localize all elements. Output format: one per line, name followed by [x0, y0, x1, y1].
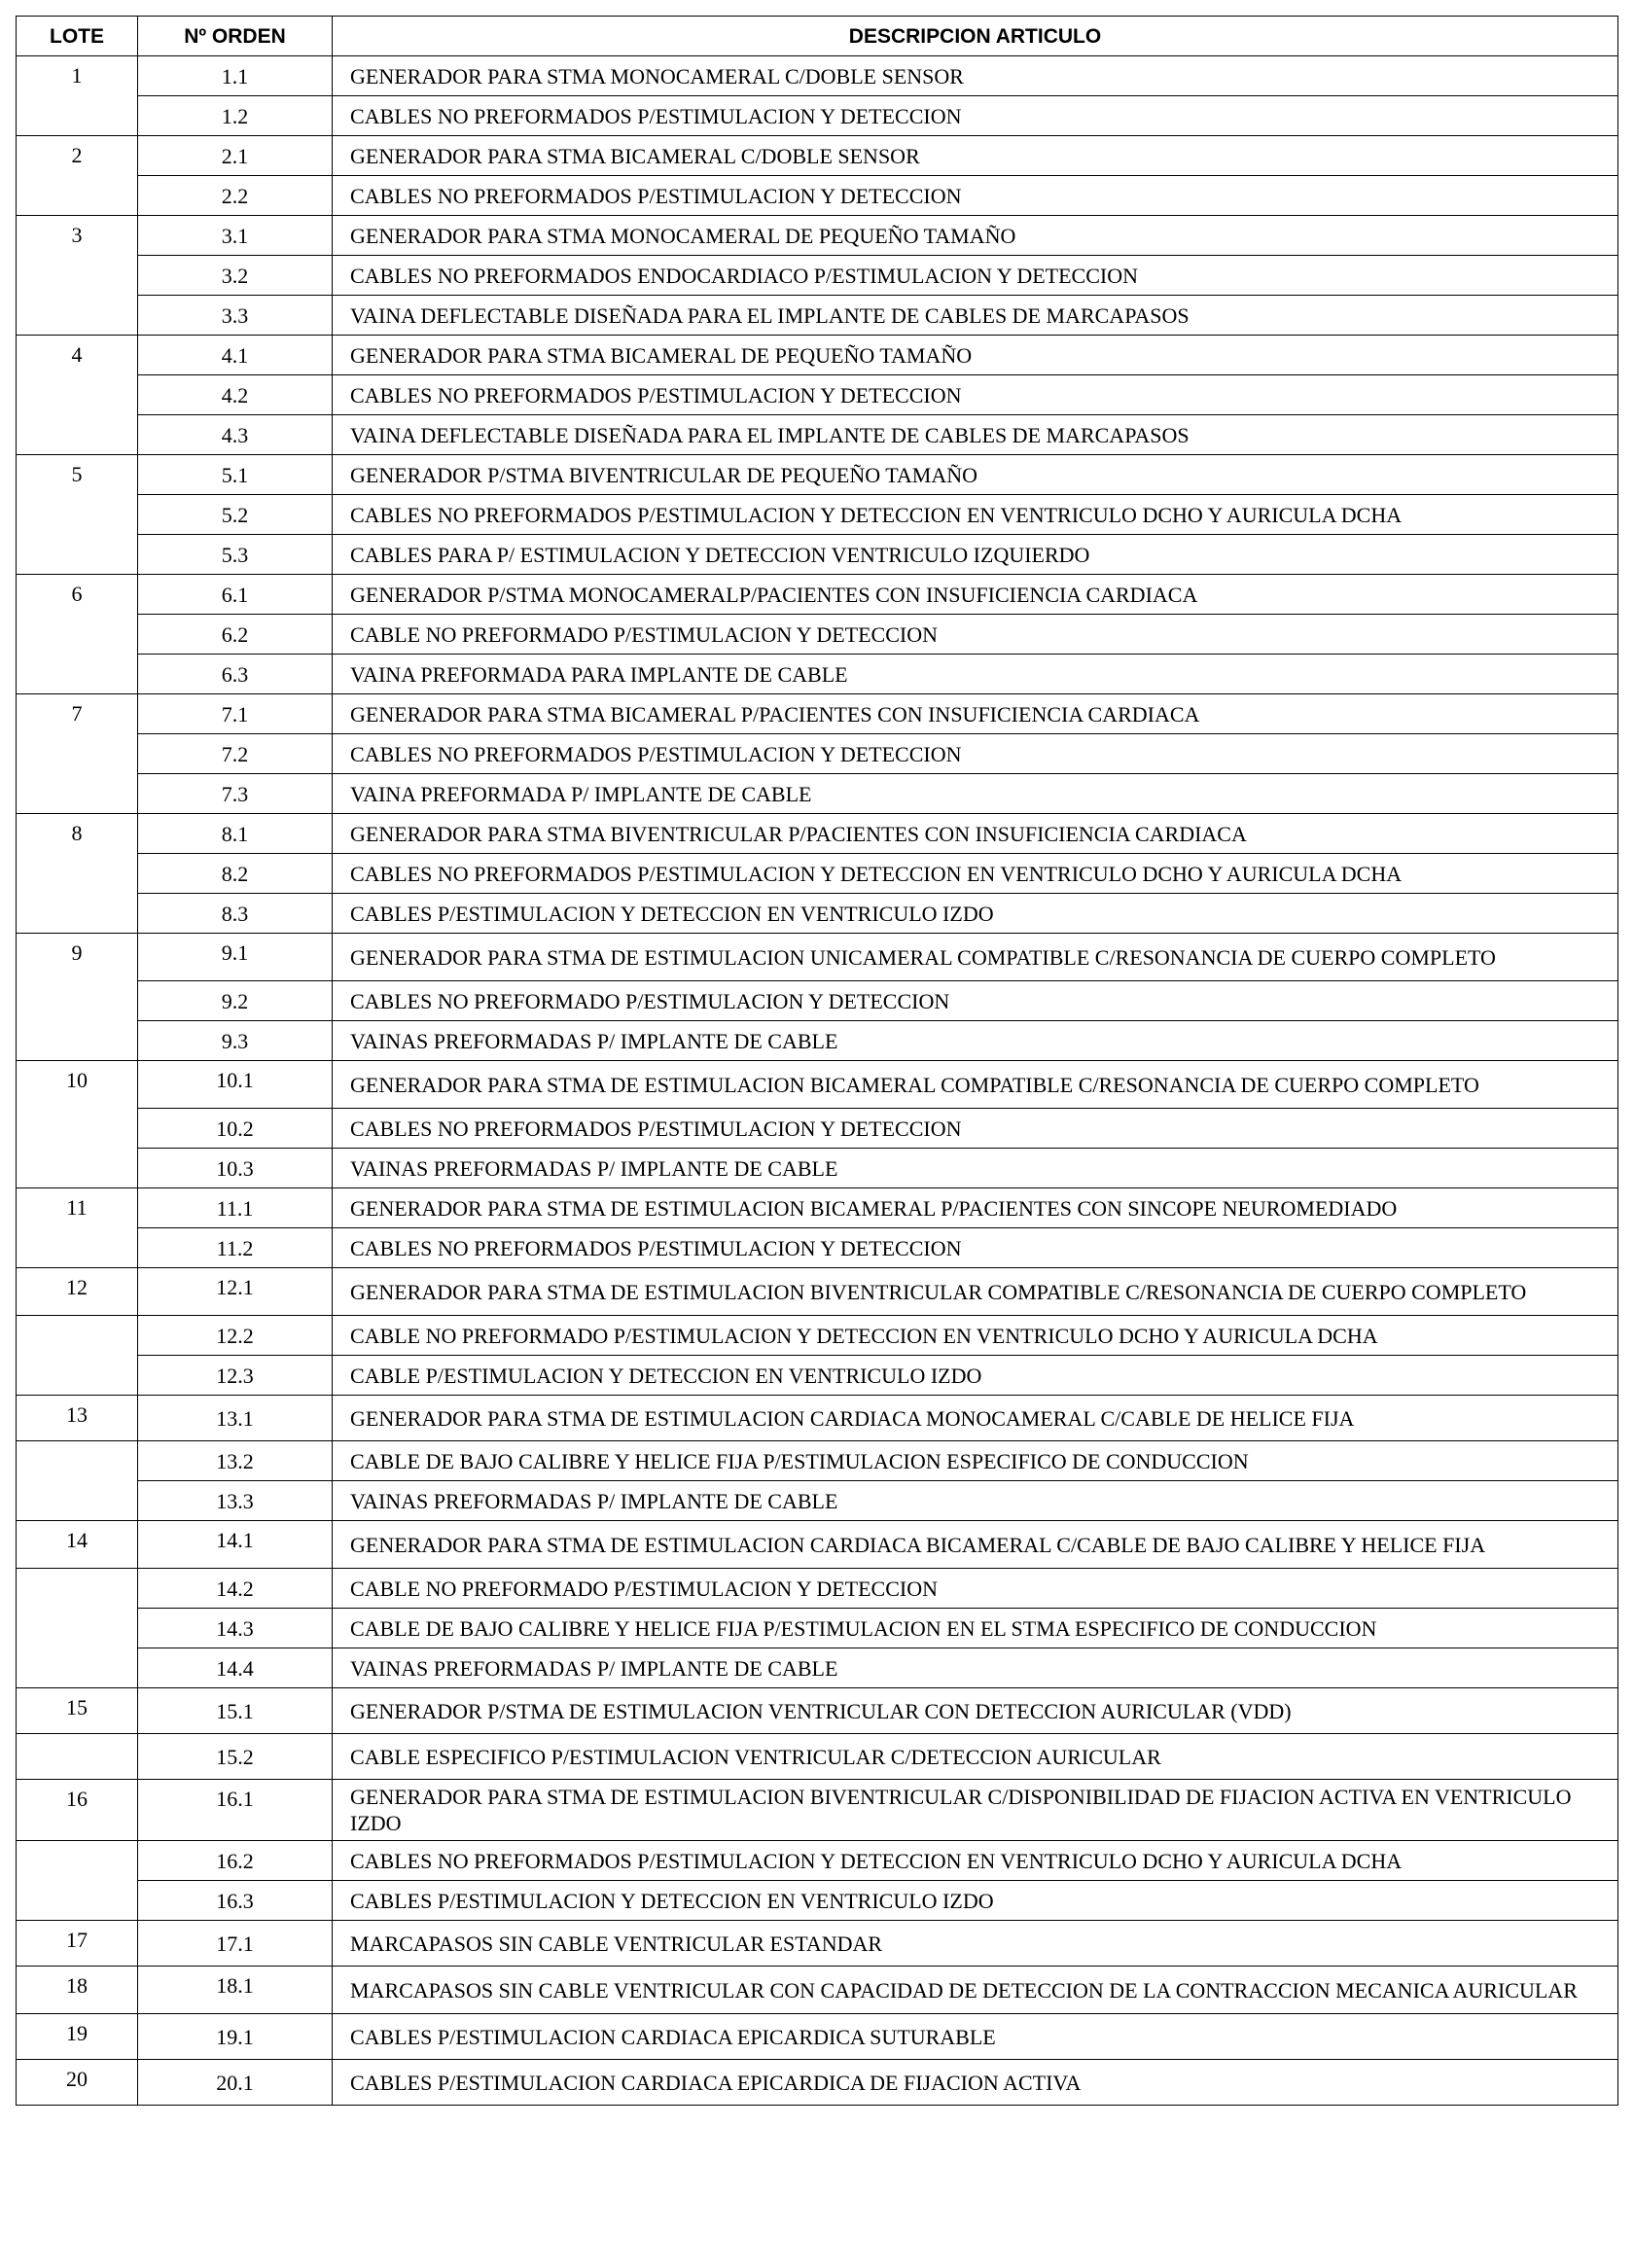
descripcion-cell: GENERADOR PARA STMA MONOCAMERAL C/DOBLE SENSOR [333, 56, 1618, 96]
descripcion-cell: GENERADOR PARA STMA DE ESTIMULACION BIVENTRICULAR C/DISPONIBILIDAD DE FIJACION ACTIVA EN VENTRICULO IZDO [333, 1780, 1618, 1841]
lote-cell [17, 1841, 138, 1921]
descripcion-cell: CABLES NO PREFORMADOS P/ESTIMULACION Y DETECCION [333, 375, 1618, 415]
header-orden: Nº ORDEN [138, 17, 333, 56]
descripcion-cell: CABLES NO PREFORMADOS P/ESTIMULACION Y DETECCION EN VENTRICULO DCHO Y AURICULA DCHA [333, 495, 1618, 535]
descripcion-cell: VAINAS PREFORMADAS P/ IMPLANTE DE CABLE [333, 1149, 1618, 1188]
orden-cell: 2.1 [138, 136, 333, 176]
orden-cell: 4.1 [138, 336, 333, 375]
orden-cell: 8.1 [138, 814, 333, 854]
descripcion-cell: CABLES P/ESTIMULACION CARDIACA EPICARDICA SUTURABLE [333, 2014, 1618, 2060]
orden-cell: 15.1 [138, 1688, 333, 1734]
orden-cell: 10.3 [138, 1149, 333, 1188]
orden-cell: 13.3 [138, 1481, 333, 1521]
descripcion-cell: GENERADOR PARA STMA DE ESTIMULACION CARDIACA MONOCAMERAL C/CABLE DE HELICE FIJA [333, 1396, 1618, 1441]
orden-cell: 5.3 [138, 535, 333, 575]
descripcion-cell: CABLES NO PREFORMADOS ENDOCARDIACO P/ESTIMULACION Y DETECCION [333, 256, 1618, 296]
descripcion-cell: GENERADOR PARA STMA BICAMERAL DE PEQUEÑO TAMAÑO [333, 336, 1618, 375]
table-row [17, 1356, 1618, 1396]
table-row [17, 981, 1618, 1021]
descripcion-cell: CABLE NO PREFORMADO P/ESTIMULACION Y DETECCION EN VENTRICULO DCHO Y AURICULA DCHA [333, 1316, 1618, 1356]
descripcion-cell: VAINA DEFLECTABLE DISEÑADA PARA EL IMPLANTE DE CABLES DE MARCAPASOS [333, 415, 1618, 455]
orden-cell: 18.1 [138, 1967, 333, 2014]
table-row [17, 1316, 1618, 1356]
table-row [17, 615, 1618, 655]
descripcion-cell: VAINA PREFORMADA PARA IMPLANTE DE CABLE [333, 655, 1618, 694]
orden-cell: 3.1 [138, 216, 333, 256]
table-row [17, 1967, 1618, 2014]
table-row [17, 1881, 1618, 1921]
table-row [17, 216, 1618, 256]
lote-cell: 4 [17, 336, 138, 455]
orden-cell: 14.1 [138, 1521, 333, 1569]
table-row [17, 1441, 1618, 1481]
lote-cell: 10 [17, 1061, 138, 1188]
orden-cell: 15.2 [138, 1734, 333, 1780]
orden-cell: 13.1 [138, 1396, 333, 1441]
table-row [17, 56, 1618, 96]
header-descripcion: DESCRIPCION ARTICULO [333, 17, 1618, 56]
table-row [17, 734, 1618, 774]
descripcion-cell: GENERADOR PARA STMA BIVENTRICULAR P/PACIENTES CON INSUFICIENCIA CARDIACA [333, 814, 1618, 854]
descripcion-cell: GENERADOR P/STMA MONOCAMERALP/PACIENTES CON INSUFICIENCIA CARDIACA [333, 575, 1618, 615]
orden-cell: 9.1 [138, 934, 333, 981]
descripcion-cell: CABLES NO PREFORMADOS P/ESTIMULACION Y DETECCION [333, 1109, 1618, 1149]
table-row [17, 375, 1618, 415]
orden-cell: 11.1 [138, 1188, 333, 1228]
descripcion-cell: CABLE ESPECIFICO P/ESTIMULACION VENTRICULAR C/DETECCION AURICULAR [333, 1734, 1618, 1780]
table-row [17, 1396, 1618, 1441]
lote-cell: 8 [17, 814, 138, 934]
orden-cell: 3.2 [138, 256, 333, 296]
lotes-table [16, 16, 1618, 2106]
lote-cell: 15 [17, 1688, 138, 1734]
lote-cell: 18 [17, 1967, 138, 2014]
descripcion-cell: CABLE P/ESTIMULACION Y DETECCION EN VENTRICULO IZDO [333, 1356, 1618, 1396]
header-lote: LOTE [17, 17, 138, 56]
table-row [17, 1688, 1618, 1734]
descripcion-cell: MARCAPASOS SIN CABLE VENTRICULAR ESTANDAR [333, 1921, 1618, 1967]
table-row [17, 814, 1618, 854]
table-row [17, 256, 1618, 296]
table-row [17, 1061, 1618, 1109]
lote-cell: 2 [17, 136, 138, 216]
orden-cell: 11.2 [138, 1228, 333, 1268]
header-row [17, 17, 1618, 56]
orden-cell: 1.2 [138, 96, 333, 136]
descripcion-cell: GENERADOR P/STMA BIVENTRICULAR DE PEQUEÑO TAMAÑO [333, 455, 1618, 495]
table-row [17, 1648, 1618, 1688]
orden-cell: 12.1 [138, 1268, 333, 1316]
table-row [17, 1228, 1618, 1268]
descripcion-cell: GENERADOR PARA STMA DE ESTIMULACION BIVENTRICULAR COMPATIBLE C/RESONANCIA DE CUERPO COMPLETO [333, 1268, 1618, 1316]
orden-cell: 6.2 [138, 615, 333, 655]
table-row [17, 1188, 1618, 1228]
table-row [17, 455, 1618, 495]
orden-cell: 12.2 [138, 1316, 333, 1356]
table-row [17, 894, 1618, 934]
table-row [17, 495, 1618, 535]
descripcion-cell: GENERADOR PARA STMA MONOCAMERAL DE PEQUEÑO TAMAÑO [333, 216, 1618, 256]
descripcion-cell: GENERADOR PARA STMA DE ESTIMULACION BICAMERAL P/PACIENTES CON SINCOPE NEUROMEDIADO [333, 1188, 1618, 1228]
table-row [17, 575, 1618, 615]
descripcion-cell: CABLE NO PREFORMADO P/ESTIMULACION Y DETECCION [333, 615, 1618, 655]
table-row [17, 655, 1618, 694]
table-row [17, 136, 1618, 176]
orden-cell: 19.1 [138, 2014, 333, 2060]
orden-cell: 3.3 [138, 296, 333, 336]
table-row [17, 1109, 1618, 1149]
table-row [17, 1734, 1618, 1780]
lote-cell: 17 [17, 1921, 138, 1967]
orden-cell: 8.2 [138, 854, 333, 894]
descripcion-cell: CABLE DE BAJO CALIBRE Y HELICE FIJA P/ESTIMULACION EN EL STMA ESPECIFICO DE CONDUCCION [333, 1609, 1618, 1648]
lote-cell: 16 [17, 1780, 138, 1841]
descripcion-cell: CABLES NO PREFORMADOS P/ESTIMULACION Y DETECCION EN VENTRICULO DCHO Y AURICULA DCHA [333, 854, 1618, 894]
orden-cell: 20.1 [138, 2060, 333, 2106]
table-row [17, 1780, 1618, 1841]
descripcion-cell: CABLES P/ESTIMULACION CARDIACA EPICARDICA DE FIJACION ACTIVA [333, 2060, 1618, 2106]
orden-cell: 6.3 [138, 655, 333, 694]
orden-cell: 10.1 [138, 1061, 333, 1109]
table-row [17, 1841, 1618, 1881]
descripcion-cell: CABLE DE BAJO CALIBRE Y HELICE FIJA P/ESTIMULACION ESPECIFICO DE CONDUCCION [333, 1441, 1618, 1481]
lote-cell [17, 1316, 138, 1396]
orden-cell: 13.2 [138, 1441, 333, 1481]
descripcion-cell: CABLES PARA P/ ESTIMULACION Y DETECCION VENTRICULO IZQUIERDO [333, 535, 1618, 575]
lote-cell: 1 [17, 56, 138, 136]
lote-cell: 11 [17, 1188, 138, 1268]
descripcion-cell: CABLES NO PREFORMADOS P/ESTIMULACION Y DETECCION [333, 176, 1618, 216]
table-row [17, 1481, 1618, 1521]
descripcion-cell: VAINAS PREFORMADAS P/ IMPLANTE DE CABLE [333, 1481, 1618, 1521]
table-row [17, 1521, 1618, 1569]
descripcion-cell: CABLES NO PREFORMADOS P/ESTIMULACION Y DETECCION EN VENTRICULO DCHO Y AURICULA DCHA [333, 1841, 1618, 1881]
orden-cell: 2.2 [138, 176, 333, 216]
table-row [17, 1609, 1618, 1648]
lote-cell: 12 [17, 1268, 138, 1316]
descripcion-cell: GENERADOR PARA STMA DE ESTIMULACION BICAMERAL COMPATIBLE C/RESONANCIA DE CUERPO COMPLETO [333, 1061, 1618, 1109]
descripcion-cell: MARCAPASOS SIN CABLE VENTRICULAR CON CAPACIDAD DE DETECCION DE LA CONTRACCION MECANICA AURICULAR [333, 1967, 1618, 2014]
table-row [17, 2014, 1618, 2060]
table-row [17, 296, 1618, 336]
orden-cell: 6.1 [138, 575, 333, 615]
orden-cell: 5.2 [138, 495, 333, 535]
lote-cell: 3 [17, 216, 138, 336]
table-row [17, 336, 1618, 375]
orden-cell: 7.3 [138, 774, 333, 814]
orden-cell: 16.1 [138, 1780, 333, 1841]
orden-cell: 12.3 [138, 1356, 333, 1396]
lote-cell: 6 [17, 575, 138, 694]
lote-cell: 5 [17, 455, 138, 575]
table-row [17, 415, 1618, 455]
orden-cell: 1.1 [138, 56, 333, 96]
lote-cell: 7 [17, 694, 138, 814]
table-body [17, 56, 1618, 2106]
orden-cell: 14.2 [138, 1569, 333, 1609]
orden-cell: 16.3 [138, 1881, 333, 1921]
table-row [17, 1149, 1618, 1188]
orden-cell: 5.1 [138, 455, 333, 495]
descripcion-cell: GENERADOR PARA STMA DE ESTIMULACION CARDIACA BICAMERAL C/CABLE DE BAJO CALIBRE Y HELICE FIJA [333, 1521, 1618, 1569]
lote-cell: 20 [17, 2060, 138, 2106]
table-row [17, 1921, 1618, 1967]
orden-cell: 4.3 [138, 415, 333, 455]
descripcion-cell: CABLES NO PREFORMADOS P/ESTIMULACION Y DETECCION [333, 96, 1618, 136]
orden-cell: 7.2 [138, 734, 333, 774]
orden-cell: 14.4 [138, 1648, 333, 1688]
descripcion-cell: VAINAS PREFORMADAS P/ IMPLANTE DE CABLE [333, 1021, 1618, 1061]
orden-cell: 16.2 [138, 1841, 333, 1881]
descripcion-cell: CABLES NO PREFORMADOS P/ESTIMULACION Y DETECCION [333, 1228, 1618, 1268]
lote-cell [17, 1569, 138, 1688]
orden-cell: 7.1 [138, 694, 333, 734]
orden-cell: 8.3 [138, 894, 333, 934]
descripcion-cell: VAINA DEFLECTABLE DISEÑADA PARA EL IMPLANTE DE CABLES DE MARCAPASOS [333, 296, 1618, 336]
table-row [17, 774, 1618, 814]
table-row [17, 96, 1618, 136]
descripcion-cell: CABLE NO PREFORMADO P/ESTIMULACION Y DETECCION [333, 1569, 1618, 1609]
orden-cell: 14.3 [138, 1609, 333, 1648]
descripcion-cell: VAINAS PREFORMADAS P/ IMPLANTE DE CABLE [333, 1648, 1618, 1688]
lote-cell: 14 [17, 1521, 138, 1569]
descripcion-cell: CABLES P/ESTIMULACION Y DETECCION EN VENTRICULO IZDO [333, 1881, 1618, 1921]
table-row [17, 176, 1618, 216]
table-row [17, 934, 1618, 981]
orden-cell: 9.3 [138, 1021, 333, 1061]
descripcion-cell: GENERADOR PARA STMA BICAMERAL C/DOBLE SENSOR [333, 136, 1618, 176]
table-row [17, 694, 1618, 734]
table-row [17, 854, 1618, 894]
descripcion-cell: GENERADOR P/STMA DE ESTIMULACION VENTRICULAR CON DETECCION AURICULAR (VDD) [333, 1688, 1618, 1734]
descripcion-cell: VAINA PREFORMADA P/ IMPLANTE DE CABLE [333, 774, 1618, 814]
descripcion-cell: GENERADOR PARA STMA DE ESTIMULACION UNICAMERAL COMPATIBLE C/RESONANCIA DE CUERPO COMPLETO [333, 934, 1618, 981]
lote-cell: 13 [17, 1396, 138, 1441]
descripcion-cell: CABLES NO PREFORMADO P/ESTIMULACION Y DETECCION [333, 981, 1618, 1021]
table-row [17, 1569, 1618, 1609]
table-row [17, 1021, 1618, 1061]
lote-cell [17, 1734, 138, 1780]
table-row [17, 535, 1618, 575]
table-row [17, 1268, 1618, 1316]
descripcion-cell: GENERADOR PARA STMA BICAMERAL P/PACIENTES CON INSUFICIENCIA CARDIACA [333, 694, 1618, 734]
orden-cell: 17.1 [138, 1921, 333, 1967]
descripcion-cell: CABLES NO PREFORMADOS P/ESTIMULACION Y DETECCION [333, 734, 1618, 774]
table-row [17, 2060, 1618, 2106]
orden-cell: 4.2 [138, 375, 333, 415]
orden-cell: 9.2 [138, 981, 333, 1021]
orden-cell: 10.2 [138, 1109, 333, 1149]
descripcion-cell: CABLES P/ESTIMULACION Y DETECCION EN VENTRICULO IZDO [333, 894, 1618, 934]
lote-cell [17, 1441, 138, 1521]
lote-cell: 9 [17, 934, 138, 1061]
lote-cell: 19 [17, 2014, 138, 2060]
